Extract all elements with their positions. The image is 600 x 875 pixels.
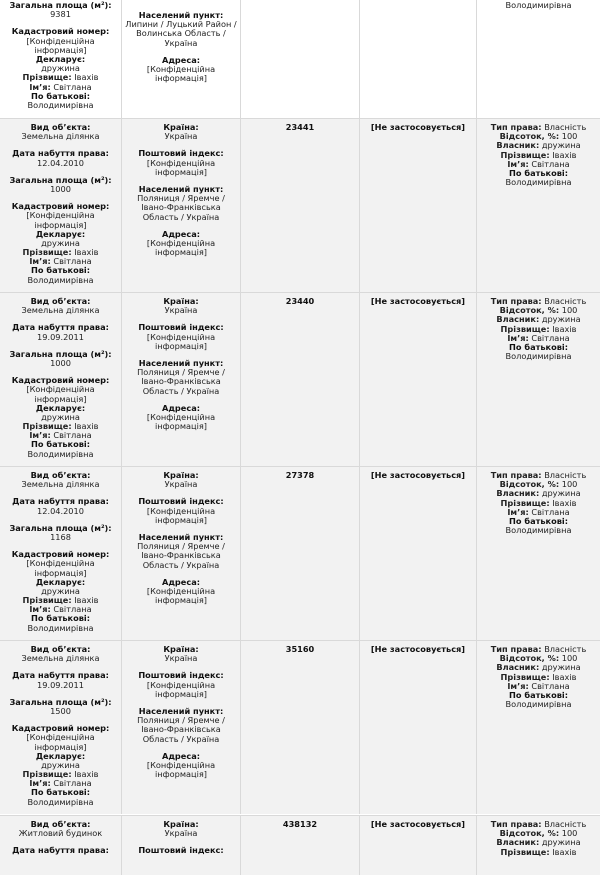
address-value: [Конфіденційна інформація] (146, 237, 216, 258)
settlement-value: Поляниця / Яремче / Івано-Франківська Область / Україна (137, 715, 225, 744)
country-value: Україна (164, 653, 198, 664)
share-label: Відсоток, %: (499, 479, 560, 490)
cadastral-value: [Конфіденційна інформація] (26, 558, 95, 578)
surname-label: Прізвище: (22, 595, 72, 606)
surname-label: Прізвище: (500, 149, 550, 160)
country-value: Україна (164, 828, 198, 839)
address-value: [Конфіденційна інформація] (146, 585, 216, 606)
settlement-value: Липини / Луцький Район / Волинська Область / Україна (125, 19, 237, 48)
postcode-label: Поштовий індекс: (138, 322, 224, 333)
surname-label: Прізвище: (22, 72, 72, 83)
object-type-value: Земельна ділянка (21, 131, 100, 142)
surname-value: Івахів (552, 846, 577, 857)
name-value: Світлана (53, 778, 92, 789)
right-type-value: Власність (544, 296, 587, 306)
acquired-date-label: Дата набуття права: (12, 496, 109, 507)
total-area-label: Загальна площа (м²): (9, 0, 112, 10)
rights-cell (477, 641, 600, 814)
name-value: Світлана (53, 604, 92, 615)
surname-label: Прізвище: (500, 497, 550, 508)
address-label: Адреса: (161, 576, 200, 587)
right-type-label: Тип права: (490, 644, 542, 654)
declarant-value: дружина (41, 411, 80, 422)
name-value: Світлана (531, 680, 570, 691)
patronymic-value: Володимирівна (505, 699, 572, 710)
location-cell (122, 816, 241, 875)
share-label: Відсоток, %: (499, 653, 560, 664)
object-cell (0, 641, 122, 814)
id-cell (241, 816, 360, 875)
settlement-label: Населений пункт: (138, 531, 224, 542)
country-value: Україна (164, 305, 198, 316)
right-type-value: Власність (544, 819, 587, 829)
rights-cell (477, 293, 600, 466)
patronymic-label: По батькові: (31, 90, 90, 101)
cadastral-label: Кадастровий номер: (11, 201, 110, 212)
country-value: Україна (164, 479, 198, 490)
share-label: Відсоток, %: (499, 131, 560, 142)
cadastral-value: [Конфіденційна інформація] (26, 384, 95, 404)
acquired-date-value: 19.09.2011 (37, 331, 84, 342)
table-row (0, 640, 600, 814)
surname-value: Івахів (74, 421, 99, 432)
address-value: [Конфіденційна інформація] (146, 411, 216, 432)
owner-value: дружина (541, 488, 581, 499)
owner-label: Власник: (496, 837, 540, 848)
object-type-value: Житловий будинок (18, 828, 103, 839)
owner-label: Власник: (496, 488, 540, 499)
right-type-value: Власність (544, 644, 587, 654)
value-not-applicable: [Не застосовується] (370, 644, 466, 654)
name-value: Світлана (531, 158, 570, 169)
object-id: 35160 (285, 644, 315, 654)
postcode-value: [Конфіденційна інформація] (146, 505, 216, 525)
object-id: 27378 (285, 470, 315, 480)
right-type-label: Тип права: (490, 470, 542, 480)
acquired-date-label: Дата набуття права: (12, 322, 109, 333)
settlement-label: Населений пункт: (138, 183, 224, 194)
declarant-label: Декларує: (35, 53, 86, 64)
value-cell (360, 641, 477, 814)
cadastral-label: Кадастровий номер: (11, 723, 110, 734)
surname-value: Івахів (74, 247, 99, 258)
object-id: 438132 (282, 819, 318, 829)
address-label: Адреса: (161, 228, 200, 239)
location-cell (122, 119, 241, 292)
country-label: Країна: (163, 644, 199, 654)
patronymic-value: Володимирівна (27, 796, 94, 807)
table-row (0, 466, 600, 640)
owner-value: дружина (541, 662, 581, 673)
location-cell (122, 467, 241, 640)
declarant-label: Декларує: (35, 228, 86, 239)
cadastral-value: [Конфіденційна інформація] (26, 732, 95, 752)
patronymic-value: Володимирівна (27, 622, 94, 633)
name-value: Світлана (53, 256, 92, 267)
total-area-value: 9381 (50, 9, 71, 20)
value-not-applicable: [Не застосовується] (370, 296, 466, 306)
object-id: 23441 (285, 122, 315, 132)
location-cell (122, 0, 241, 118)
patronymic-value: Володимирівна (505, 0, 572, 10)
postcode-label: Поштовий індекс: (138, 670, 224, 681)
country-label: Країна: (163, 819, 199, 829)
address-label: Адреса: (161, 750, 200, 761)
patronymic-value: Володимирівна (27, 448, 94, 459)
patronymic-value: Володимирівна (505, 525, 572, 536)
share-value: 100 (561, 305, 578, 316)
total-area-label: Загальна площа (м²): (9, 174, 112, 185)
country-value: Україна (164, 131, 198, 142)
surname-value: Івахів (74, 769, 99, 780)
name-label: Ім’я: (29, 81, 51, 92)
object-cell (0, 467, 122, 640)
owner-label: Власник: (496, 140, 540, 151)
share-value: 100 (561, 131, 578, 142)
object-cell (0, 293, 122, 466)
value-cell (360, 467, 477, 640)
cadastral-label: Кадастровий номер: (11, 26, 110, 37)
declarant-value: дружина (41, 63, 80, 74)
settlement-value: Поляниця / Яремче / Івано-Франківська Область / Україна (137, 367, 225, 396)
share-value: 100 (561, 479, 578, 490)
share-value: 100 (561, 653, 578, 664)
object-type-label: Вид об’єкта: (30, 819, 91, 829)
total-area-value: 1000 (50, 357, 71, 368)
owner-label: Власник: (496, 662, 540, 673)
acquired-date-label: Дата набуття права: (12, 670, 109, 681)
right-type-label: Тип права: (490, 296, 542, 306)
surname-label: Прізвище: (500, 671, 550, 682)
settlement-label: Населений пункт: (138, 357, 224, 368)
object-type-value: Земельна ділянка (21, 653, 100, 664)
name-value: Світлана (531, 332, 570, 343)
patronymic-label: По батькові: (509, 689, 568, 700)
patronymic-label: По батькові: (31, 787, 90, 798)
object-type-label: Вид об’єкта: (30, 122, 91, 132)
acquired-date-label: Дата набуття права: (12, 845, 109, 856)
cadastral-label: Кадастровий номер: (11, 549, 110, 560)
settlement-value: Поляниця / Яремче / Івано-Франківська Область / Україна (137, 193, 225, 222)
name-label: Ім’я: (507, 680, 529, 691)
name-value: Світлана (53, 81, 92, 92)
cadastral-label: Кадастровий номер: (11, 375, 110, 386)
postcode-value: [Конфіденційна інформація] (146, 331, 216, 351)
patronymic-value: Володимирівна (505, 177, 572, 188)
declarant-label: Декларує: (35, 402, 86, 413)
value-cell (360, 293, 477, 466)
acquired-date-value: 19.09.2011 (37, 679, 84, 690)
owner-value: дружина (541, 314, 581, 325)
address-label: Адреса: (161, 402, 200, 413)
country-label: Країна: (163, 296, 199, 306)
value-cell (360, 0, 477, 118)
rights-cell (477, 119, 600, 292)
settlement-value: Поляниця / Яремче / Івано-Франківська Область / Україна (137, 541, 225, 570)
total-area-label: Загальна площа (м²): (9, 348, 112, 359)
object-type-label: Вид об’єкта: (30, 296, 91, 306)
table-row (0, 292, 600, 466)
surname-value: Івахів (74, 595, 99, 606)
name-label: Ім’я: (29, 778, 51, 789)
name-value: Світлана (53, 430, 92, 441)
declarant-label: Декларує: (35, 576, 86, 587)
cadastral-value: [Конфіденційна інформація] (26, 210, 95, 230)
table-row (0, 0, 600, 118)
settlement-label: Населений пункт: (138, 705, 224, 716)
object-cell (0, 816, 122, 875)
patronymic-label: По батькові: (31, 265, 90, 276)
postcode-label: Поштовий індекс: (138, 148, 224, 159)
id-cell (241, 119, 360, 292)
total-area-value: 1500 (50, 705, 71, 716)
object-cell (0, 0, 122, 118)
right-type-label: Тип права: (490, 122, 542, 132)
total-area-label: Загальна площа (м²): (9, 522, 112, 533)
surname-value: Івахів (552, 497, 577, 508)
postcode-value: [Конфіденційна інформація] (146, 157, 216, 177)
object-type-label: Вид об’єкта: (30, 470, 91, 480)
address-value: [Конфіденційна інформація] (146, 759, 216, 780)
value-not-applicable: [Не застосовується] (370, 122, 466, 132)
name-label: Ім’я: (507, 506, 529, 517)
total-area-label: Загальна площа (м²): (9, 696, 112, 707)
name-value: Світлана (531, 506, 570, 517)
declarant-value: дружина (41, 237, 80, 248)
country-label: Країна: (163, 470, 199, 480)
id-cell (241, 0, 360, 118)
owner-label: Власник: (496, 314, 540, 325)
rights-cell (477, 0, 600, 118)
value-cell (360, 119, 477, 292)
share-label: Відсоток, %: (499, 305, 560, 316)
postcode-value: [Конфіденційна інформація] (146, 679, 216, 699)
share-value: 100 (561, 828, 578, 839)
name-label: Ім’я: (507, 158, 529, 169)
right-type-value: Власність (544, 470, 587, 480)
object-type-value: Земельна ділянка (21, 479, 100, 490)
settlement-label: Населений пункт: (138, 10, 224, 20)
acquired-date-label: Дата набуття права: (12, 148, 109, 159)
rights-cell (477, 467, 600, 640)
declarant-value: дружина (41, 759, 80, 770)
value-not-applicable: [Не застосовується] (370, 819, 466, 829)
owner-value: дружина (541, 837, 581, 848)
object-cell (0, 119, 122, 292)
patronymic-label: По батькові: (31, 439, 90, 450)
location-cell (122, 293, 241, 466)
right-type-value: Власність (544, 122, 587, 132)
surname-value: Івахів (74, 72, 99, 83)
share-label: Відсоток, %: (499, 828, 560, 839)
value-not-applicable: [Не застосовується] (370, 470, 466, 480)
patronymic-value: Володимирівна (27, 274, 94, 285)
acquired-date-value: 12.04.2010 (37, 505, 84, 516)
surname-label: Прізвище: (22, 247, 72, 258)
address-value: [Конфіденційна інформація] (146, 63, 216, 84)
patronymic-label: По батькові: (31, 613, 90, 624)
value-cell (360, 816, 477, 875)
patronymic-label: По батькові: (509, 515, 568, 526)
surname-label: Прізвище: (500, 846, 550, 857)
postcode-label: Поштовий індекс: (138, 845, 224, 856)
surname-label: Прізвище: (22, 769, 72, 780)
id-cell (241, 641, 360, 814)
location-cell (122, 641, 241, 814)
rights-cell (477, 816, 600, 875)
total-area-value: 1000 (50, 183, 71, 194)
owner-value: дружина (541, 140, 581, 151)
id-cell (241, 293, 360, 466)
name-label: Ім’я: (29, 430, 51, 441)
declarant-value: дружина (41, 585, 80, 596)
patronymic-value: Володимирівна (505, 351, 572, 362)
total-area-value: 1168 (50, 531, 71, 542)
address-label: Адреса: (161, 54, 200, 65)
patronymic-label: По батькові: (509, 341, 568, 352)
surname-label: Прізвище: (22, 421, 72, 432)
country-label: Країна: (163, 122, 199, 132)
surname-value: Івахів (552, 323, 577, 334)
id-cell (241, 467, 360, 640)
name-label: Ім’я: (29, 256, 51, 267)
surname-value: Івахів (552, 149, 577, 160)
declarant-label: Декларує: (35, 750, 86, 761)
postcode-label: Поштовий індекс: (138, 496, 224, 507)
acquired-date-value: 12.04.2010 (37, 157, 84, 168)
object-type-value: Земельна ділянка (21, 305, 100, 316)
patronymic-value: Володимирівна (27, 99, 94, 110)
table-row (0, 815, 600, 875)
surname-value: Івахів (552, 671, 577, 682)
table-row (0, 118, 600, 292)
surname-label: Прізвище: (500, 323, 550, 334)
object-id: 23440 (285, 296, 315, 306)
name-label: Ім’я: (507, 332, 529, 343)
object-type-label: Вид об’єкта: (30, 644, 91, 654)
patronymic-label: По батькові: (509, 167, 568, 178)
name-label: Ім’я: (29, 604, 51, 615)
cadastral-value: [Конфіденційна інформація] (26, 35, 95, 55)
right-type-label: Тип права: (490, 819, 542, 829)
